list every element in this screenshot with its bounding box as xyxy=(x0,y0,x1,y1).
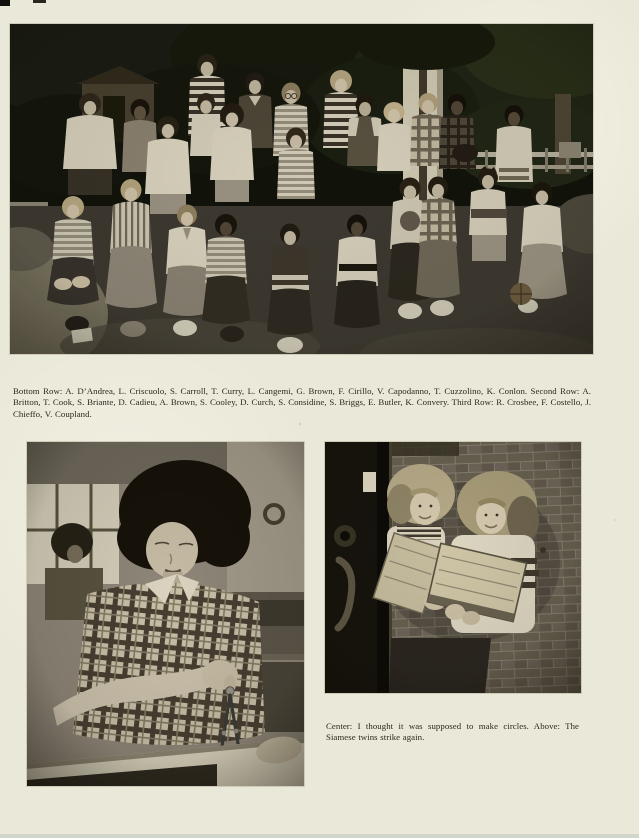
scan-edge-bottom xyxy=(0,834,639,838)
compass-photo-illustration xyxy=(27,442,304,786)
caption-line: Center: I thought it was supposed to make circles. Above: The xyxy=(326,720,579,731)
group-photo-illustration xyxy=(10,24,593,354)
twins-photo-illustration xyxy=(325,442,581,693)
compass-photo xyxy=(27,442,304,786)
scan-edge-dash xyxy=(33,0,46,3)
caption-line: Siamese twins strike again. xyxy=(326,732,425,743)
scan-corner-mark xyxy=(0,0,10,6)
bottom-photos-caption xyxy=(326,721,579,744)
group-class-photo xyxy=(10,24,593,354)
caption-line: Britton, T. Cook, S. Briante, D. Cadieu, A. Brown, S. Cooley, D. Curch, S. Considine, S. Briggs, E. Butler, K. Convery. Third Row: R. Crosbee, F. Costello, J. xyxy=(13,397,591,408)
caption-line: Bottom Row: A. D’Andrea, L. Criscuolo, S. Carroll, T. Curry, L. Cangemi, G. Brown, F. Cirillo, V. Capodanno, T. Cuzzolino, K. Conlon. Second Row: A. xyxy=(13,385,591,396)
twins-photo xyxy=(325,442,581,693)
caption-line: Chieffo, V. Coupland. xyxy=(13,408,92,419)
group-photo-caption xyxy=(13,386,591,421)
